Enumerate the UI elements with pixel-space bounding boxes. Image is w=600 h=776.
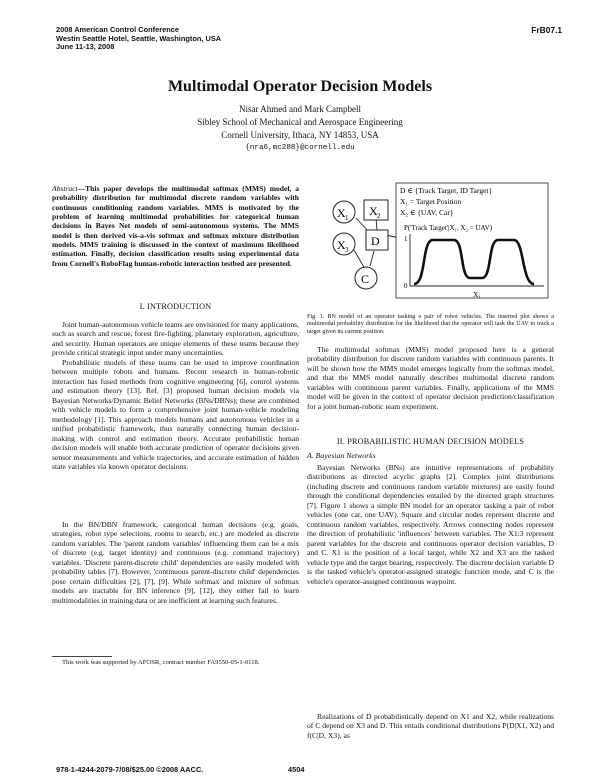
intro-paragraph-1: Joint human-autonomous vehicle teams are envisioned for many applications, such as search and rescue, forest fire-fighting, planetary exploration, agriculture, and security. Human operators are unique elements of these teams because they provide critical strategic input under many uncertainties. — [52, 320, 299, 358]
paper-title: Multimodal Operator Decision Models — [167, 78, 433, 95]
intro-paragraph-3: In the BN/DBN framework, categorical human decisions (e.g. goals, strategies, robot type selections, rooms to search, etc.) are modeled as discrete random variables. The 'parent random variables' influencing them can be a mix of discrete (e.g. target identity) and continuous (e.g. command trajectory) variables. 'Discrete parent-discrete child' dependencies are easily modeled with probability tables [7]. However, 'continuous parent-discrete child' dependencies pose certain difficulties [2], [7], [9]. While softmax and mixture of softmax models are tractable for BN inference [9], [12], they either fail to learn multimodalities in training data or are inefficient at learning such features. — [52, 520, 299, 605]
node-x2-sub: 2 — [377, 212, 381, 220]
plot-y-tick-0: 0 — [404, 282, 408, 290]
plot-y-tick-1: 1 — [404, 235, 408, 243]
edge-d-c — [370, 251, 374, 266]
intro-paragraph-2: Probabilistic models of these teams can be used to improve coordination between multiple robots and humans. Recent research in human-robotic interaction has fused methods from cognitive engineering [6], control systems and estimation theory [13]. Ref. [3] proposed human decision models via Bayesian Networks/Dynamic Belief Networks (BNs/DBNs); these are combined with vehicle models to form a comprehensive joint human-vehicle modeling methodology [1]. This approach models humans and autonomous vehicles in a unified probabilistic framework, thus naturally connecting human decision-making with control and estimation theory. Accurate probabilistic human decision models will enable both accurate prediction of operator decisions given sensor measurements and vehicle trajectories, and accurate estimation of hidden state variables via known operator decisions. — [52, 358, 299, 472]
email: {nra6,mc288}@cornell.edu — [245, 144, 355, 152]
conference-name: 2008 American Control Conference — [56, 25, 179, 34]
conference-dates: June 11-13, 2008 — [56, 42, 115, 52]
legend-line-3: X₂ ∈ {UAV, Car} — [400, 208, 454, 217]
legend-line-2: X₁ = Target Position — [400, 197, 462, 206]
footnote-rule — [52, 656, 112, 657]
isbn-line: 978-1-4244-2079-7/08/$25.00 ©2008 AACC. — [56, 765, 204, 774]
conference-info — [56, 26, 221, 52]
abstract-dash: — — [77, 184, 86, 193]
plot-ylabel: P('Track Target'|X₁, X₂ = UAV) — [404, 224, 493, 232]
address: Cornell University, Ithaca, NY 14853, USA — [221, 130, 379, 140]
node-c-label: C — [361, 272, 370, 286]
abstract-text: This paper develops the multimodal softmax (MMS) model, a probability distribution for multimodal discrete random variables with continuous conditioning random variables. MMS is motivated by the problem of learning multimodal probabilities for categorical human decisions in Bayes Net models of semi-autonomous systems. The MMS model is then derived vis-a-vis softmax and softmax mixture distribution models. MMS training is discussed in the context of maximum likelihood estimation. Finally, decision classification results using experimental data from Cornell's RoboFlag human-robotic interaction testbed are presented. — [52, 184, 299, 268]
node-x3-label: X — [337, 238, 346, 252]
footnote: This work was supported by AFOSR, contract number FA9550-05-1-0118. — [62, 659, 260, 666]
node-x2-label: X — [369, 204, 378, 218]
conference-venue: Westin Seattle Hotel, Seattle, Washington, USA — [56, 33, 222, 43]
edge-x3-c — [354, 250, 365, 269]
figure-1-caption: Fig. 1. BN model of an operator tasking a pair of robot vehicles. The inserted plot shows a multimodal probability distribution for the likelihood that the operator will task the UAV to track a target given its current position. — [307, 314, 554, 335]
abstract — [52, 184, 299, 268]
affiliation: Sibley School of Mechanical and Aerospace Engineering — [197, 117, 403, 127]
intro-heading: I. INTRODUCTION — [139, 302, 212, 311]
node-x1-sub: 1 — [345, 214, 349, 222]
node-x3-sub: 3 — [345, 246, 349, 254]
authors: Nisar Ahmed and Mark Campbell — [239, 104, 361, 114]
node-x1-label: X — [337, 206, 346, 220]
prob-heading: II. PROBABILISTIC HUMAN DECISION MODELS — [336, 437, 525, 446]
right-paragraph-3: Realizations of D probabilistically depend on X1 and X2, while realizations of C depend on X3 and D. This entails conditional distributions P(D|X1, X2) and f(C|D, X3), as — [307, 712, 554, 740]
figure-1 — [318, 180, 558, 310]
node-d-label: D — [371, 234, 380, 248]
right-paragraph-2: Bayesian Networks (BNs) are intuitive representations of probability distributions as directed acyclic graphs [2]. Complex joint distributions (including discrete and continuous random variable mixtures) are easily found through the conditional dependencies entailed by the directed graph structures [7]. Figure 1 shows a simple BN model for an operator tasking a pair of robot vehicles (one car, one UAV). Square and circular nodes represent discrete and continuous random variables, respectively. Arrows connecting nodes represent the direction of probabilistic 'influences' between variables. The X1:3 represent parent variables for the discrete and continuous operator decision variables, D and C. X1 is the position of a local target, while X2 and X3 are the tasked vehicle type and the target bearing, respectively. The discrete decision variable D is the tasked vehicle's operator-assigned strategic function mode, and C is the vehicle's operator-assigned continuous waypoint. — [307, 463, 554, 586]
paper-code: FrB07.1 — [531, 25, 562, 35]
legend-line-1: D ∈ {Track Target, ID Target} — [400, 186, 493, 195]
page-number: 4504 — [288, 765, 305, 774]
plot-xlabel: X₁ — [473, 290, 482, 299]
abstract-label: Abstract — [52, 184, 78, 193]
right-paragraph-1: The multimodal softmax (MMS) model proposed here is a general probability distribution for discrete random variables with continuous parents. It will be shown how the MMS model emerges logically from the softmax model, and that the MMS model naturally describes multimodal discrete random variables with continuous parent variables. Finally, applications of the MMS model will be given in the context of operator decision prediction/classification for a joint human-robotic team experiment. — [307, 345, 554, 411]
bn-subheading: A. Bayesian Networks — [307, 451, 376, 460]
